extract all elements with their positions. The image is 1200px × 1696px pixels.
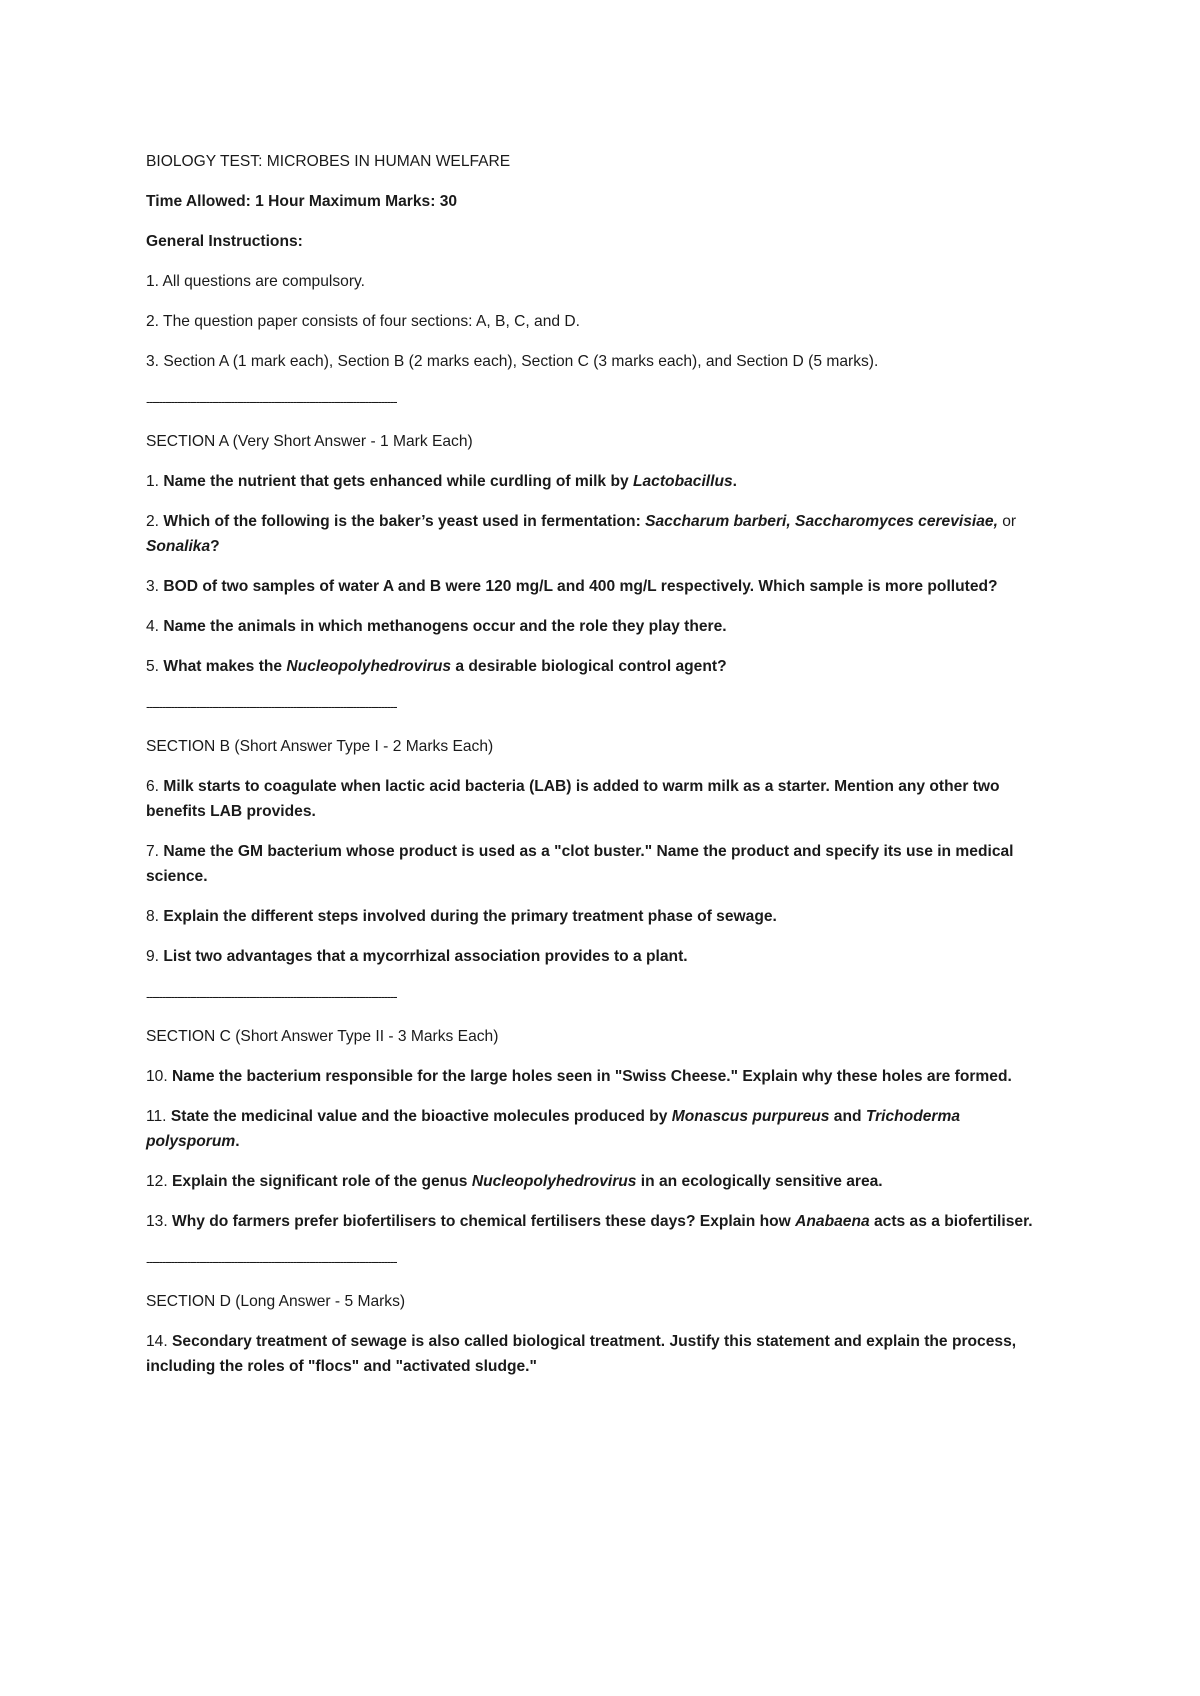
question-text-end: .	[732, 473, 737, 490]
question-number: 8.	[146, 908, 160, 925]
instruction-item: 3. Section A (1 mark each), Section B (2 marks each), Section C (3 marks each), and Section D (5 marks).	[146, 353, 879, 370]
question-text: Name the bacterium responsible for the large holes seen in "Swiss Cheese." Explain why these holes are formed.	[172, 1068, 1012, 1085]
species-name: Anabaena	[795, 1213, 870, 1230]
species-name: Saccharum barberi, Saccharomyces cerevisiae,	[645, 513, 998, 530]
question-text-mid: or	[997, 513, 1017, 530]
question-text-end: in an ecologically sensitive area.	[636, 1173, 883, 1190]
question-8	[146, 904, 1050, 929]
question-text: Name the animals in which methanogens occur and the role they play there.	[163, 618, 727, 635]
question-1	[146, 469, 1050, 494]
question-text-end: .	[235, 1133, 240, 1150]
species-name: Nucleopolyhedrovirus	[471, 1173, 637, 1190]
question-11	[146, 1104, 1050, 1154]
question-9	[146, 944, 1050, 969]
question-text: List two advantages that a mycorrhizal association provides to a plant.	[163, 948, 688, 965]
instruction-item: 2. The question paper consists of four sections: A, B, C, and D.	[146, 313, 580, 330]
question-13	[146, 1209, 1050, 1234]
question-text: Secondary treatment of sewage is also called biological treatment. Justify this statement and explain the process, including the roles of "flocs" and "activated sludge."	[146, 1333, 1017, 1375]
question-text: Why do farmers prefer biofertilisers to chemical fertilisers these days? Explain how	[172, 1213, 796, 1230]
question-text: BOD of two samples of water A and B were 120 mg/L and 400 mg/L respectively. Which sample is more polluted?	[163, 578, 998, 595]
question-number: 7.	[146, 843, 160, 860]
test-title: BIOLOGY TEST: MICROBES IN HUMAN WELFARE	[146, 153, 511, 170]
question-text-end: acts as a biofertiliser.	[869, 1213, 1033, 1230]
question-number: 13.	[146, 1213, 168, 1230]
question-number: 12.	[146, 1173, 168, 1190]
instructions-heading: General Instructions:	[146, 233, 303, 250]
question-4	[146, 614, 1050, 639]
separator-line: --------------------------------------------------------------------------------	[146, 1254, 397, 1269]
question-text: Explain the different steps involved during the primary treatment phase of sewage.	[163, 908, 777, 925]
separator-line: --------------------------------------------------------------------------------	[146, 394, 397, 409]
separator-line: --------------------------------------------------------------------------------	[146, 989, 397, 1004]
question-12	[146, 1169, 1050, 1194]
question-number: 4.	[146, 618, 160, 635]
question-number: 9.	[146, 948, 160, 965]
question-2	[146, 509, 1050, 559]
question-text: State the medicinal value and the bioactive molecules produced by	[170, 1108, 672, 1125]
species-name: Monascus purpureus	[671, 1108, 830, 1125]
species-name: Sonalika	[146, 538, 211, 555]
question-number: 1.	[146, 473, 160, 490]
question-text: Milk starts to coagulate when lactic acid bacteria (LAB) is added to warm milk as a starter. Mention any other two benefits LAB provides.	[146, 778, 1000, 820]
question-10	[146, 1064, 1050, 1089]
question-number: 5.	[146, 658, 160, 675]
question-text: What makes the	[163, 658, 287, 675]
species-name: Lactobacillus	[632, 473, 733, 490]
question-6	[146, 774, 1050, 824]
question-3	[146, 574, 1050, 599]
question-number: 6.	[146, 778, 160, 795]
question-14	[146, 1329, 1050, 1379]
question-text: Explain the significant role of the genus	[172, 1173, 472, 1190]
question-text-mid: and	[829, 1108, 866, 1125]
question-number: 3.	[146, 578, 160, 595]
section-b-title: SECTION B (Short Answer Type I - 2 Marks Each)	[146, 738, 494, 755]
species-name: Nucleopolyhedrovirus	[286, 658, 452, 675]
question-text: Name the nutrient that gets enhanced while curdling of milk by	[163, 473, 633, 490]
species-name: Trichoderma polysporum	[146, 1108, 961, 1150]
separator-line: --------------------------------------------------------------------------------	[146, 699, 397, 714]
time-and-marks: Time Allowed: 1 Hour Maximum Marks: 30	[146, 193, 458, 210]
question-5	[146, 654, 1050, 679]
question-text: Name the GM bacterium whose product is used as a "clot buster." Name the product and specify its use in medical science.	[146, 843, 1014, 885]
question-text: Which of the following is the baker’s yeast used in fermentation:	[163, 513, 646, 530]
question-text-end: ?	[210, 538, 220, 555]
section-a-title: SECTION A (Very Short Answer - 1 Mark Each)	[146, 433, 473, 450]
instruction-item: 1. All questions are compulsory.	[146, 273, 365, 290]
section-c-title: SECTION C (Short Answer Type II - 3 Marks Each)	[146, 1028, 499, 1045]
question-7	[146, 839, 1050, 889]
question-text-end: a desirable biological control agent?	[451, 658, 727, 675]
section-d-title: SECTION D (Long Answer - 5 Marks)	[146, 1293, 406, 1310]
question-number: 14.	[146, 1333, 168, 1350]
question-number: 11.	[146, 1108, 167, 1125]
question-number: 10.	[146, 1068, 168, 1085]
question-number: 2.	[146, 513, 160, 530]
